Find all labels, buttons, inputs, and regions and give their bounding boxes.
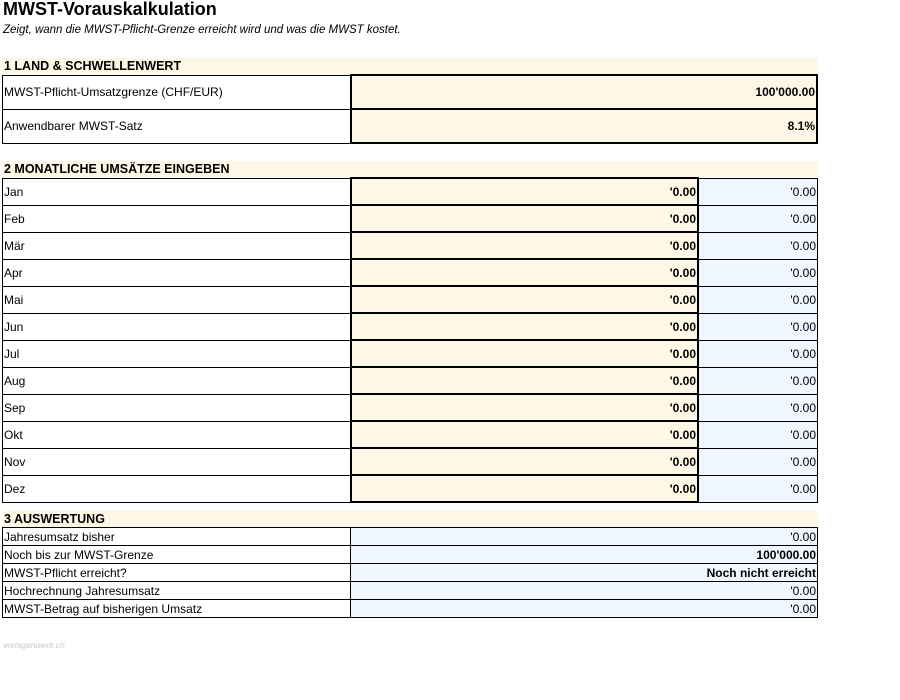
month-label: Apr <box>3 259 352 286</box>
section-heading: 2 MONATLICHE UMSÄTZE EINGEBEN <box>2 161 818 177</box>
vat-rate-input[interactable]: 8.1% <box>351 109 817 143</box>
month-cumulative-value: '0.00 <box>698 259 818 286</box>
table-row <box>3 600 818 618</box>
threshold-table <box>2 74 818 144</box>
table-row <box>3 528 818 546</box>
vat-rate-label: Anwendbarer MWST-Satz <box>3 109 352 143</box>
evaluation-table <box>2 527 818 618</box>
month-sales-input[interactable]: '0.00 <box>351 367 698 394</box>
section-heading: 1 LAND & SCHWELLENWERT <box>2 58 818 74</box>
table-row <box>3 394 818 421</box>
table-row <box>3 109 818 143</box>
threshold-label: MWST-Pflicht-Umsatzgrenze (CHF/EUR) <box>3 75 352 109</box>
table-row <box>3 75 818 109</box>
month-cumulative-value: '0.00 <box>698 340 818 367</box>
vat-obligation-label: MWST-Pflicht erreicht? <box>3 564 351 582</box>
section-monthly-sales <box>2 161 818 503</box>
table-row <box>3 259 818 286</box>
month-sales-input[interactable]: '0.00 <box>351 232 698 259</box>
vat-obligation-status: Noch nicht erreicht <box>351 564 818 582</box>
month-cumulative-value: '0.00 <box>698 475 818 502</box>
section-evaluation <box>2 511 818 618</box>
month-sales-input[interactable]: '0.00 <box>351 394 698 421</box>
month-label: Feb <box>3 205 352 232</box>
month-cumulative-value: '0.00 <box>698 421 818 448</box>
month-label: Jun <box>3 313 352 340</box>
month-sales-input[interactable]: '0.00 <box>351 340 698 367</box>
month-label: Dez <box>3 475 352 502</box>
month-label: Nov <box>3 448 352 475</box>
section-heading: 3 AUSWERTUNG <box>2 511 818 527</box>
page-title: MWST-Vorauskalkulation <box>3 0 217 19</box>
table-row <box>3 367 818 394</box>
section-land-threshold <box>2 58 818 144</box>
month-cumulative-value: '0.00 <box>698 232 818 259</box>
remaining-to-threshold-label: Noch bis zur MWST-Grenze <box>3 546 351 564</box>
table-row <box>3 546 818 564</box>
annual-projection-label: Hochrechnung Jahresumsatz <box>3 582 351 600</box>
table-row <box>3 421 818 448</box>
monthly-table <box>2 177 818 503</box>
table-row <box>3 475 818 502</box>
month-sales-input[interactable]: '0.00 <box>351 421 698 448</box>
month-cumulative-value: '0.00 <box>698 286 818 313</box>
month-label: Mär <box>3 232 352 259</box>
month-label: Jul <box>3 340 352 367</box>
month-sales-input[interactable]: '0.00 <box>351 313 698 340</box>
month-label: Mai <box>3 286 352 313</box>
table-row <box>3 313 818 340</box>
vat-amount-label: MWST-Betrag auf bisherigen Umsatz <box>3 600 351 618</box>
month-sales-input[interactable]: '0.00 <box>351 286 698 313</box>
month-sales-input[interactable]: '0.00 <box>351 259 698 286</box>
month-cumulative-value: '0.00 <box>698 367 818 394</box>
table-row <box>3 178 818 205</box>
month-label: Sep <box>3 394 352 421</box>
month-cumulative-value: '0.00 <box>698 448 818 475</box>
vat-amount-value: '0.00 <box>351 600 818 618</box>
table-row <box>3 286 818 313</box>
table-row <box>3 340 818 367</box>
month-sales-input[interactable]: '0.00 <box>351 178 698 205</box>
annual-projection-value: '0.00 <box>351 582 818 600</box>
page-subtitle: Zeigt, wann die MWST-Pflicht-Grenze erreicht wird und was die MWST kostet. <box>3 24 401 36</box>
table-row <box>3 582 818 600</box>
table-row <box>3 564 818 582</box>
month-sales-input[interactable]: '0.00 <box>351 205 698 232</box>
month-cumulative-value: '0.00 <box>698 313 818 340</box>
month-label: Okt <box>3 421 352 448</box>
annual-sales-value: '0.00 <box>351 528 818 546</box>
remaining-to-threshold-value: 100'000.00 <box>351 546 818 564</box>
month-cumulative-value: '0.00 <box>698 178 818 205</box>
month-cumulative-value: '0.00 <box>698 394 818 421</box>
table-row <box>3 205 818 232</box>
threshold-input[interactable]: 100'000.00 <box>351 75 817 109</box>
month-label: Jan <box>3 178 352 205</box>
table-row <box>3 448 818 475</box>
table-row <box>3 232 818 259</box>
annual-sales-label: Jahresumsatz bisher <box>3 528 351 546</box>
month-sales-input[interactable]: '0.00 <box>351 448 698 475</box>
footer-credit: vorlagenwerk.ch <box>3 640 65 650</box>
month-cumulative-value: '0.00 <box>698 205 818 232</box>
month-label: Aug <box>3 367 352 394</box>
month-sales-input[interactable]: '0.00 <box>351 475 698 502</box>
